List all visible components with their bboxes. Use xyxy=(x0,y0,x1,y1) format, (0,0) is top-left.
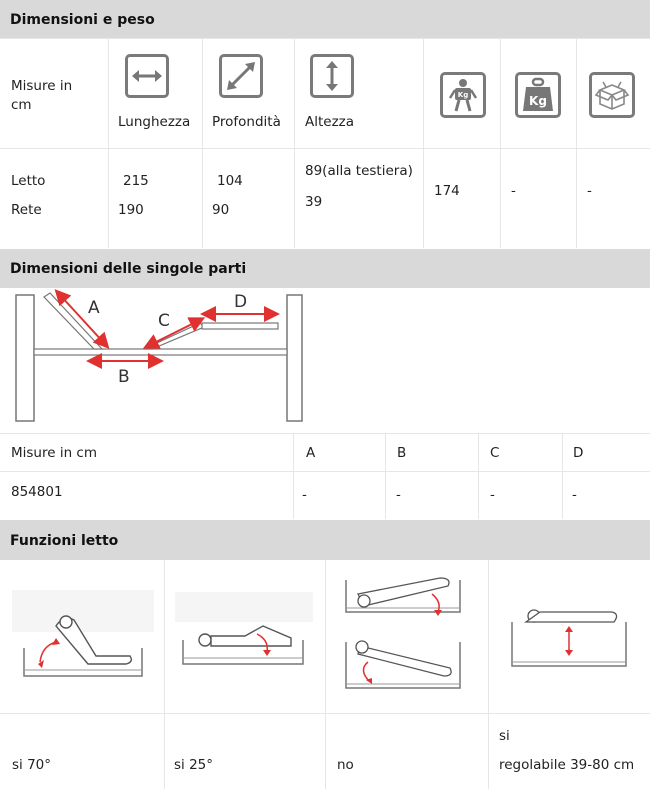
svg-text:Kg: Kg xyxy=(457,91,469,99)
trendelenburg-illustration xyxy=(340,572,470,694)
divider xyxy=(164,560,165,789)
divider xyxy=(108,38,109,248)
parts-row-b: - xyxy=(396,487,401,503)
kg-text: Kg xyxy=(529,94,547,108)
diagonal-arrow-icon xyxy=(219,54,263,98)
label-d: D xyxy=(234,292,248,312)
parts-header-a: A xyxy=(306,445,316,461)
parts-header-d: D xyxy=(573,445,584,461)
divider xyxy=(478,433,479,519)
divider xyxy=(385,433,386,519)
measure-label: Misure in cm xyxy=(11,78,73,113)
box-icon xyxy=(589,72,635,118)
function-backrest-value: si 70° xyxy=(12,757,52,773)
function-trendelenburg-value: no xyxy=(337,757,354,773)
profondita-rete: 90 xyxy=(212,202,230,218)
max-load-value: 174 xyxy=(434,183,460,199)
altezza-rete: 39 xyxy=(305,194,323,210)
function-height-line1: si xyxy=(499,728,510,744)
row-label-rete: Rete xyxy=(11,202,42,218)
parts-header-c: C xyxy=(490,445,500,461)
divider xyxy=(576,38,577,248)
divider xyxy=(500,38,501,248)
headboard xyxy=(16,295,34,421)
lunghezza-letto: 215 xyxy=(123,173,149,189)
section-header-parts: Dimensioni delle singole parti xyxy=(0,249,650,288)
divider xyxy=(0,38,650,39)
vertical-arrow-icon xyxy=(310,54,354,98)
profondita-letto: 104 xyxy=(217,173,243,189)
parts-header-measure: Misure in cm xyxy=(11,445,98,461)
backrest-70-illustration xyxy=(12,590,154,682)
row-label-letto: Letto xyxy=(11,173,46,189)
label-b: B xyxy=(118,367,130,387)
label-a: A xyxy=(88,298,100,318)
col-label-altezza: Altezza xyxy=(305,114,355,130)
label-c: C xyxy=(158,311,170,331)
divider xyxy=(202,38,203,248)
bed-parts-diagram xyxy=(0,289,320,429)
height-adjust-illustration xyxy=(508,600,628,670)
calf-section xyxy=(202,323,278,329)
divider xyxy=(488,560,489,789)
function-legrest-value: si 25° xyxy=(174,757,214,773)
bed-frame xyxy=(34,349,287,355)
thigh-section xyxy=(144,323,204,349)
legrest-25-illustration xyxy=(175,590,317,672)
lunghezza-rete: 190 xyxy=(118,202,144,218)
altezza-letto: 89(alla testiera) xyxy=(305,163,413,179)
parts-row-c: - xyxy=(490,487,495,503)
divider xyxy=(0,471,650,472)
col-label-profondita: Profondità xyxy=(212,114,281,130)
divider xyxy=(0,433,650,434)
horizontal-arrow-icon xyxy=(125,54,169,98)
weight-kg-icon xyxy=(515,72,561,118)
parts-row-d: - xyxy=(572,487,577,503)
parts-header-b: B xyxy=(397,445,407,461)
divider xyxy=(325,560,326,789)
divider xyxy=(562,433,563,519)
footboard xyxy=(287,295,302,421)
divider xyxy=(293,433,294,519)
person-weight-icon xyxy=(440,72,486,118)
divider xyxy=(423,38,424,248)
function-height-line2: regolabile 39-80 cm xyxy=(499,757,635,773)
weight-value: - xyxy=(511,183,516,199)
section-header-functions: Funzioni letto xyxy=(0,520,650,560)
section-header-dimensions: Dimensioni e peso xyxy=(0,0,650,38)
package-value: - xyxy=(587,183,592,199)
divider xyxy=(294,38,295,248)
col-label-lunghezza: Lunghezza xyxy=(118,114,191,130)
parts-row-a: - xyxy=(302,487,307,503)
divider xyxy=(0,148,650,149)
parts-row-code: 854801 xyxy=(11,484,63,500)
